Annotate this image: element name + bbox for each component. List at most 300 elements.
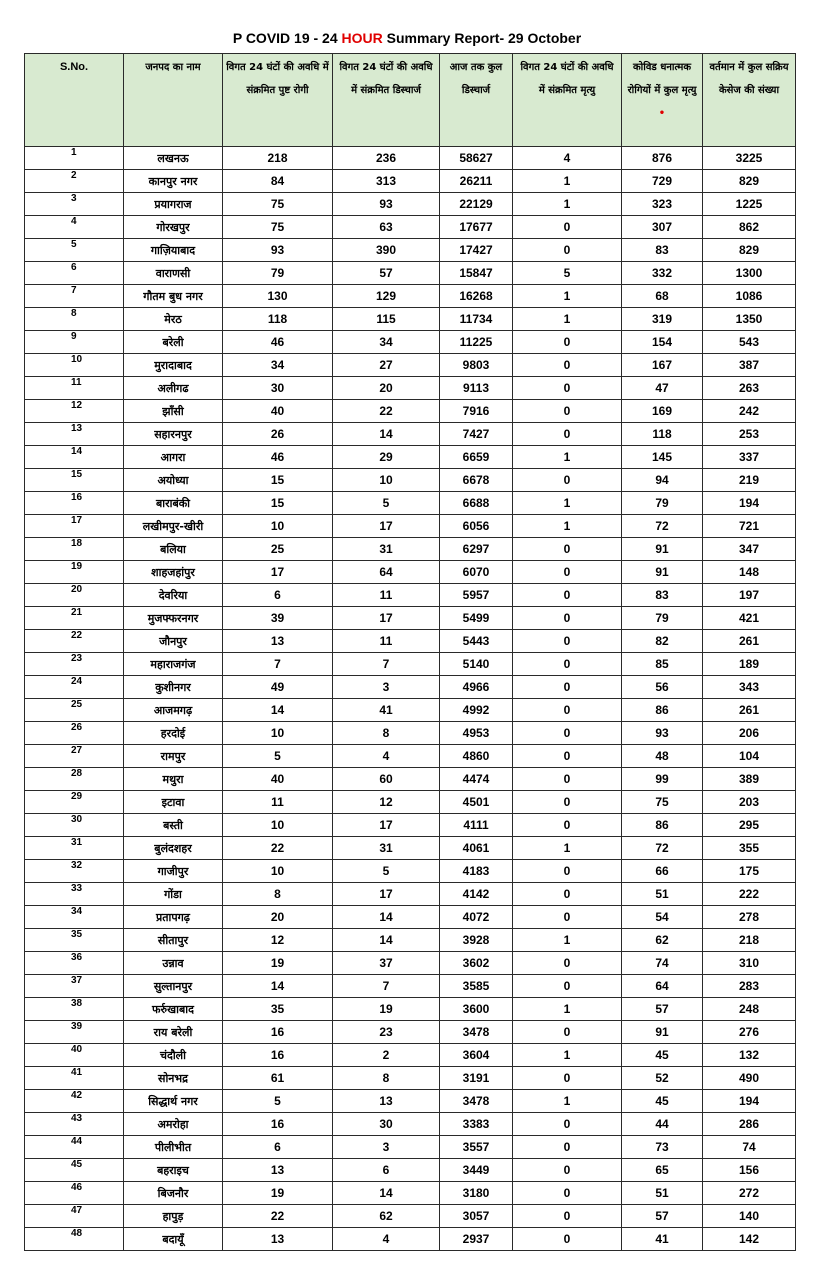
cell-sno: 25	[25, 699, 124, 722]
cell-24h-deaths: 1	[513, 308, 622, 331]
cell-active-cases: 310	[703, 952, 796, 975]
table-row	[25, 147, 796, 170]
column-header-sno: S.No.	[25, 54, 124, 147]
cell-24h-discharge: 34	[333, 331, 440, 354]
cell-sno: 28	[25, 768, 124, 791]
cell-total-discharge: 5443	[440, 630, 513, 653]
cell-24h-deaths: 0	[513, 699, 622, 722]
cell-total-discharge: 58627	[440, 147, 513, 170]
cell-24h-deaths: 0	[513, 791, 622, 814]
cell-24h-deaths: 0	[513, 1113, 622, 1136]
cell-24h-discharge: 390	[333, 239, 440, 262]
cell-new-positive: 84	[223, 170, 333, 193]
cell-new-positive: 10	[223, 814, 333, 837]
table-row	[25, 814, 796, 837]
column-header-total-discharge: आज तक कुल डिस्चार्ज	[440, 54, 513, 147]
cell-district: आगरा	[124, 446, 223, 469]
cell-new-positive: 19	[223, 1182, 333, 1205]
cell-24h-deaths: 0	[513, 1205, 622, 1228]
cell-24h-deaths: 0	[513, 584, 622, 607]
cell-total-discharge: 3180	[440, 1182, 513, 1205]
cell-24h-discharge: 31	[333, 837, 440, 860]
cell-total-discharge: 2937	[440, 1228, 513, 1251]
cell-24h-discharge: 4	[333, 1228, 440, 1251]
cell-24h-deaths: 1	[513, 929, 622, 952]
cell-sno: 8	[25, 308, 124, 331]
cell-active-cases: 3225	[703, 147, 796, 170]
table-row	[25, 676, 796, 699]
cell-24h-discharge: 31	[333, 538, 440, 561]
cell-district: बदायूँ	[124, 1228, 223, 1251]
table-row	[25, 929, 796, 952]
cell-24h-discharge: 13	[333, 1090, 440, 1113]
cell-24h-discharge: 7	[333, 975, 440, 998]
red-dot-mark: •	[658, 108, 666, 119]
table-row	[25, 492, 796, 515]
cell-district: मेरठ	[124, 308, 223, 331]
table-row	[25, 239, 796, 262]
table-row	[25, 193, 796, 216]
table-row	[25, 722, 796, 745]
cell-total-discharge: 6688	[440, 492, 513, 515]
cell-total-deaths: 93	[622, 722, 703, 745]
cell-sno: 20	[25, 584, 124, 607]
cell-24h-deaths: 1	[513, 193, 622, 216]
cell-total-deaths: 323	[622, 193, 703, 216]
cell-total-deaths: 169	[622, 400, 703, 423]
table-row	[25, 538, 796, 561]
cell-active-cases: 194	[703, 1090, 796, 1113]
cell-new-positive: 75	[223, 193, 333, 216]
cell-active-cases: 862	[703, 216, 796, 239]
cell-24h-discharge: 11	[333, 584, 440, 607]
cell-24h-discharge: 23	[333, 1021, 440, 1044]
cell-24h-discharge: 14	[333, 1182, 440, 1205]
cell-new-positive: 13	[223, 1228, 333, 1251]
cell-24h-deaths: 0	[513, 653, 622, 676]
cell-district: जौनपुर	[124, 630, 223, 653]
table-row	[25, 377, 796, 400]
cell-sno: 6	[25, 262, 124, 285]
cell-24h-deaths: 4	[513, 147, 622, 170]
cell-total-discharge: 4966	[440, 676, 513, 699]
cell-new-positive: 75	[223, 216, 333, 239]
table-row	[25, 446, 796, 469]
cell-new-positive: 10	[223, 515, 333, 538]
cell-total-deaths: 73	[622, 1136, 703, 1159]
table-row	[25, 423, 796, 446]
cell-district: इटावा	[124, 791, 223, 814]
cell-24h-deaths: 0	[513, 952, 622, 975]
table-row	[25, 745, 796, 768]
cell-24h-discharge: 2	[333, 1044, 440, 1067]
cell-24h-deaths: 0	[513, 469, 622, 492]
cell-active-cases: 286	[703, 1113, 796, 1136]
cell-total-discharge: 4142	[440, 883, 513, 906]
cell-24h-deaths: 0	[513, 1182, 622, 1205]
cell-24h-deaths: 0	[513, 331, 622, 354]
cell-total-discharge: 3557	[440, 1136, 513, 1159]
cell-24h-discharge: 14	[333, 423, 440, 446]
cell-total-deaths: 57	[622, 1205, 703, 1228]
cell-district: सुल्तानपुर	[124, 975, 223, 998]
cell-total-deaths: 154	[622, 331, 703, 354]
cell-new-positive: 35	[223, 998, 333, 1021]
cell-total-discharge: 6678	[440, 469, 513, 492]
cell-total-discharge: 4061	[440, 837, 513, 860]
cell-sno: 41	[25, 1067, 124, 1090]
cell-district: रामपुर	[124, 745, 223, 768]
table-row	[25, 653, 796, 676]
cell-new-positive: 218	[223, 147, 333, 170]
cell-active-cases: 1225	[703, 193, 796, 216]
table-row	[25, 860, 796, 883]
cell-sno: 2	[25, 170, 124, 193]
table-row	[25, 262, 796, 285]
cell-new-positive: 19	[223, 952, 333, 975]
cell-total-discharge: 4072	[440, 906, 513, 929]
cell-24h-deaths: 0	[513, 1228, 622, 1251]
cell-total-discharge: 5957	[440, 584, 513, 607]
cell-district: प्रतापगढ़	[124, 906, 223, 929]
cell-sno: 12	[25, 400, 124, 423]
cell-district: बस्ती	[124, 814, 223, 837]
cell-new-positive: 79	[223, 262, 333, 285]
cell-24h-discharge: 41	[333, 699, 440, 722]
cell-new-positive: 8	[223, 883, 333, 906]
cell-24h-discharge: 5	[333, 492, 440, 515]
cell-district: वाराणसी	[124, 262, 223, 285]
cell-active-cases: 389	[703, 768, 796, 791]
table-row	[25, 630, 796, 653]
cell-total-deaths: 85	[622, 653, 703, 676]
cell-24h-deaths: 0	[513, 1021, 622, 1044]
cell-total-deaths: 47	[622, 377, 703, 400]
cell-active-cases: 132	[703, 1044, 796, 1067]
cell-new-positive: 46	[223, 446, 333, 469]
table-row	[25, 1067, 796, 1090]
cell-district: गोरखपुर	[124, 216, 223, 239]
cell-24h-discharge: 236	[333, 147, 440, 170]
table-row	[25, 561, 796, 584]
cell-total-deaths: 99	[622, 768, 703, 791]
cell-sno: 44	[25, 1136, 124, 1159]
cell-total-discharge: 3057	[440, 1205, 513, 1228]
cell-sno: 46	[25, 1182, 124, 1205]
cell-district: गोंडा	[124, 883, 223, 906]
cell-total-deaths: 74	[622, 952, 703, 975]
cell-total-deaths: 54	[622, 906, 703, 929]
cell-total-deaths: 64	[622, 975, 703, 998]
cell-total-discharge: 6297	[440, 538, 513, 561]
cell-24h-deaths: 1	[513, 1090, 622, 1113]
column-header-24h-discharge: विगत 24 घंटों की अवधि में संक्रमित डिस्चार्ज	[333, 54, 440, 147]
cell-active-cases: 355	[703, 837, 796, 860]
cell-district: बिजनौर	[124, 1182, 223, 1205]
cell-district: पीलीभीत	[124, 1136, 223, 1159]
cell-total-discharge: 15847	[440, 262, 513, 285]
cell-active-cases: 197	[703, 584, 796, 607]
cell-24h-discharge: 115	[333, 308, 440, 331]
cell-24h-deaths: 1	[513, 837, 622, 860]
cell-district: सहारनपुर	[124, 423, 223, 446]
cell-24h-deaths: 0	[513, 975, 622, 998]
cell-sno: 5	[25, 239, 124, 262]
cell-sno: 23	[25, 653, 124, 676]
cell-sno: 18	[25, 538, 124, 561]
cell-total-deaths: 45	[622, 1090, 703, 1113]
cell-district: सीतापुर	[124, 929, 223, 952]
cell-24h-discharge: 93	[333, 193, 440, 216]
cell-active-cases: 1300	[703, 262, 796, 285]
table-row	[25, 285, 796, 308]
cell-sno: 38	[25, 998, 124, 1021]
cell-sno: 22	[25, 630, 124, 653]
cell-total-deaths: 65	[622, 1159, 703, 1182]
cell-total-deaths: 44	[622, 1113, 703, 1136]
table-row	[25, 1044, 796, 1067]
cell-active-cases: 175	[703, 860, 796, 883]
cell-total-deaths: 52	[622, 1067, 703, 1090]
cell-district: गाज़ियाबाद	[124, 239, 223, 262]
cell-24h-discharge: 14	[333, 929, 440, 952]
table-row	[25, 1136, 796, 1159]
cell-total-deaths: 91	[622, 561, 703, 584]
cell-total-deaths: 79	[622, 492, 703, 515]
cell-district: फर्रुखाबाद	[124, 998, 223, 1021]
cell-total-discharge: 3585	[440, 975, 513, 998]
cell-sno: 32	[25, 860, 124, 883]
cell-24h-discharge: 11	[333, 630, 440, 653]
cell-new-positive: 40	[223, 400, 333, 423]
cell-district: मुजफ्फरनगर	[124, 607, 223, 630]
cell-24h-deaths: 0	[513, 423, 622, 446]
cell-district: महाराजगंज	[124, 653, 223, 676]
cell-24h-discharge: 7	[333, 653, 440, 676]
cell-total-discharge: 6070	[440, 561, 513, 584]
table-row	[25, 331, 796, 354]
cell-total-discharge: 17677	[440, 216, 513, 239]
cell-sno: 7	[25, 285, 124, 308]
cell-district: कानपुर नगर	[124, 170, 223, 193]
cell-total-deaths: 83	[622, 584, 703, 607]
cell-sno: 11	[25, 377, 124, 400]
cell-24h-discharge: 63	[333, 216, 440, 239]
cell-24h-discharge: 8	[333, 1067, 440, 1090]
cell-new-positive: 5	[223, 1090, 333, 1113]
cell-24h-deaths: 1	[513, 446, 622, 469]
cell-24h-deaths: 1	[513, 1044, 622, 1067]
cell-new-positive: 118	[223, 308, 333, 331]
cell-total-deaths: 45	[622, 1044, 703, 1067]
cell-24h-discharge: 10	[333, 469, 440, 492]
cell-24h-discharge: 62	[333, 1205, 440, 1228]
cell-sno: 33	[25, 883, 124, 906]
cell-district: उन्नाव	[124, 952, 223, 975]
cell-total-deaths: 167	[622, 354, 703, 377]
cell-24h-discharge: 17	[333, 883, 440, 906]
cell-24h-discharge: 64	[333, 561, 440, 584]
table-row	[25, 1182, 796, 1205]
cell-total-deaths: 56	[622, 676, 703, 699]
cell-sno: 19	[25, 561, 124, 584]
cell-total-deaths: 91	[622, 1021, 703, 1044]
cell-district: गौतम बुध नगर	[124, 285, 223, 308]
cell-new-positive: 15	[223, 469, 333, 492]
cell-active-cases: 490	[703, 1067, 796, 1090]
cell-24h-deaths: 0	[513, 722, 622, 745]
table-row	[25, 1090, 796, 1113]
cell-24h-discharge: 313	[333, 170, 440, 193]
cell-active-cases: 242	[703, 400, 796, 423]
table-row	[25, 469, 796, 492]
cell-24h-deaths: 0	[513, 676, 622, 699]
cell-24h-deaths: 0	[513, 1136, 622, 1159]
cell-24h-deaths: 5	[513, 262, 622, 285]
cell-new-positive: 16	[223, 1113, 333, 1136]
cell-total-discharge: 3383	[440, 1113, 513, 1136]
cell-total-discharge: 4501	[440, 791, 513, 814]
cell-total-deaths: 729	[622, 170, 703, 193]
table-row	[25, 998, 796, 1021]
cell-district: कुशीनगर	[124, 676, 223, 699]
cell-new-positive: 39	[223, 607, 333, 630]
cell-active-cases: 104	[703, 745, 796, 768]
cell-active-cases: 276	[703, 1021, 796, 1044]
cell-active-cases: 261	[703, 630, 796, 653]
cell-district: बलिया	[124, 538, 223, 561]
cell-total-discharge: 4953	[440, 722, 513, 745]
cell-new-positive: 46	[223, 331, 333, 354]
cell-sno: 40	[25, 1044, 124, 1067]
cell-sno: 35	[25, 929, 124, 952]
cell-active-cases: 194	[703, 492, 796, 515]
cell-active-cases: 222	[703, 883, 796, 906]
cell-sno: 1	[25, 147, 124, 170]
cell-total-deaths: 94	[622, 469, 703, 492]
cell-24h-discharge: 12	[333, 791, 440, 814]
cell-active-cases: 218	[703, 929, 796, 952]
cell-24h-deaths: 0	[513, 906, 622, 929]
cell-district: हापुड़	[124, 1205, 223, 1228]
cell-24h-discharge: 17	[333, 814, 440, 837]
cell-total-discharge: 11225	[440, 331, 513, 354]
cell-sno: 43	[25, 1113, 124, 1136]
table-row	[25, 1113, 796, 1136]
cell-district: झाँसी	[124, 400, 223, 423]
cell-active-cases: 253	[703, 423, 796, 446]
cell-total-deaths: 118	[622, 423, 703, 446]
cell-district: बहराइच	[124, 1159, 223, 1182]
cell-new-positive: 25	[223, 538, 333, 561]
table-row	[25, 170, 796, 193]
cell-total-deaths: 41	[622, 1228, 703, 1251]
cell-new-positive: 10	[223, 722, 333, 745]
cell-district: सोनभद्र	[124, 1067, 223, 1090]
cell-24h-discharge: 4	[333, 745, 440, 768]
cell-total-deaths: 51	[622, 883, 703, 906]
cell-district: बाराबंकी	[124, 492, 223, 515]
cell-active-cases: 1086	[703, 285, 796, 308]
cell-active-cases: 543	[703, 331, 796, 354]
column-header-new-positive: विगत 24 घंटों की अवधि में संक्रमित पुष्ट रोगी	[223, 54, 333, 147]
cell-24h-deaths: 0	[513, 883, 622, 906]
cell-active-cases: 203	[703, 791, 796, 814]
cell-sno: 4	[25, 216, 124, 239]
cell-sno: 45	[25, 1159, 124, 1182]
cell-total-deaths: 62	[622, 929, 703, 952]
cell-24h-deaths: 0	[513, 860, 622, 883]
cell-24h-discharge: 17	[333, 607, 440, 630]
cell-active-cases: 295	[703, 814, 796, 837]
cell-total-deaths: 319	[622, 308, 703, 331]
cell-sno: 21	[25, 607, 124, 630]
cell-24h-deaths: 1	[513, 998, 622, 1021]
cell-active-cases: 219	[703, 469, 796, 492]
cell-total-deaths: 51	[622, 1182, 703, 1205]
cell-total-discharge: 3478	[440, 1090, 513, 1113]
cell-sno: 37	[25, 975, 124, 998]
cell-24h-discharge: 3	[333, 1136, 440, 1159]
cell-new-positive: 16	[223, 1044, 333, 1067]
cell-24h-discharge: 27	[333, 354, 440, 377]
cell-new-positive: 13	[223, 630, 333, 653]
cell-active-cases: 337	[703, 446, 796, 469]
cell-district: मुरादाबाद	[124, 354, 223, 377]
cell-24h-deaths: 0	[513, 607, 622, 630]
cell-total-discharge: 6056	[440, 515, 513, 538]
table-row	[25, 906, 796, 929]
cell-sno: 26	[25, 722, 124, 745]
cell-district: लखनऊ	[124, 147, 223, 170]
cell-sno: 42	[25, 1090, 124, 1113]
table-row	[25, 837, 796, 860]
cell-sno: 31	[25, 837, 124, 860]
cell-total-deaths: 82	[622, 630, 703, 653]
table-row	[25, 584, 796, 607]
table-row	[25, 1159, 796, 1182]
cell-district: गाजीपुर	[124, 860, 223, 883]
cell-new-positive: 14	[223, 975, 333, 998]
cell-24h-deaths: 0	[513, 400, 622, 423]
cell-total-deaths: 72	[622, 837, 703, 860]
cell-24h-deaths: 1	[513, 515, 622, 538]
cell-active-cases: 343	[703, 676, 796, 699]
total-deaths-label: कोविड धनात्मक रोगियों में कुल मृत्यु	[627, 62, 697, 96]
cell-new-positive: 7	[223, 653, 333, 676]
cell-total-deaths: 72	[622, 515, 703, 538]
cell-new-positive: 26	[223, 423, 333, 446]
cell-total-discharge: 3602	[440, 952, 513, 975]
cell-sno: 17	[25, 515, 124, 538]
cell-new-positive: 11	[223, 791, 333, 814]
cell-total-deaths: 307	[622, 216, 703, 239]
cell-24h-discharge: 22	[333, 400, 440, 423]
cell-active-cases: 272	[703, 1182, 796, 1205]
cell-sno: 48	[25, 1228, 124, 1251]
table-row	[25, 791, 796, 814]
table-row	[25, 308, 796, 331]
cell-total-discharge: 3191	[440, 1067, 513, 1090]
cell-new-positive: 6	[223, 1136, 333, 1159]
cell-total-discharge: 22129	[440, 193, 513, 216]
cell-active-cases: 278	[703, 906, 796, 929]
cell-24h-discharge: 129	[333, 285, 440, 308]
cell-new-positive: 20	[223, 906, 333, 929]
cell-24h-discharge: 20	[333, 377, 440, 400]
cell-sno: 9	[25, 331, 124, 354]
cell-total-deaths: 83	[622, 239, 703, 262]
